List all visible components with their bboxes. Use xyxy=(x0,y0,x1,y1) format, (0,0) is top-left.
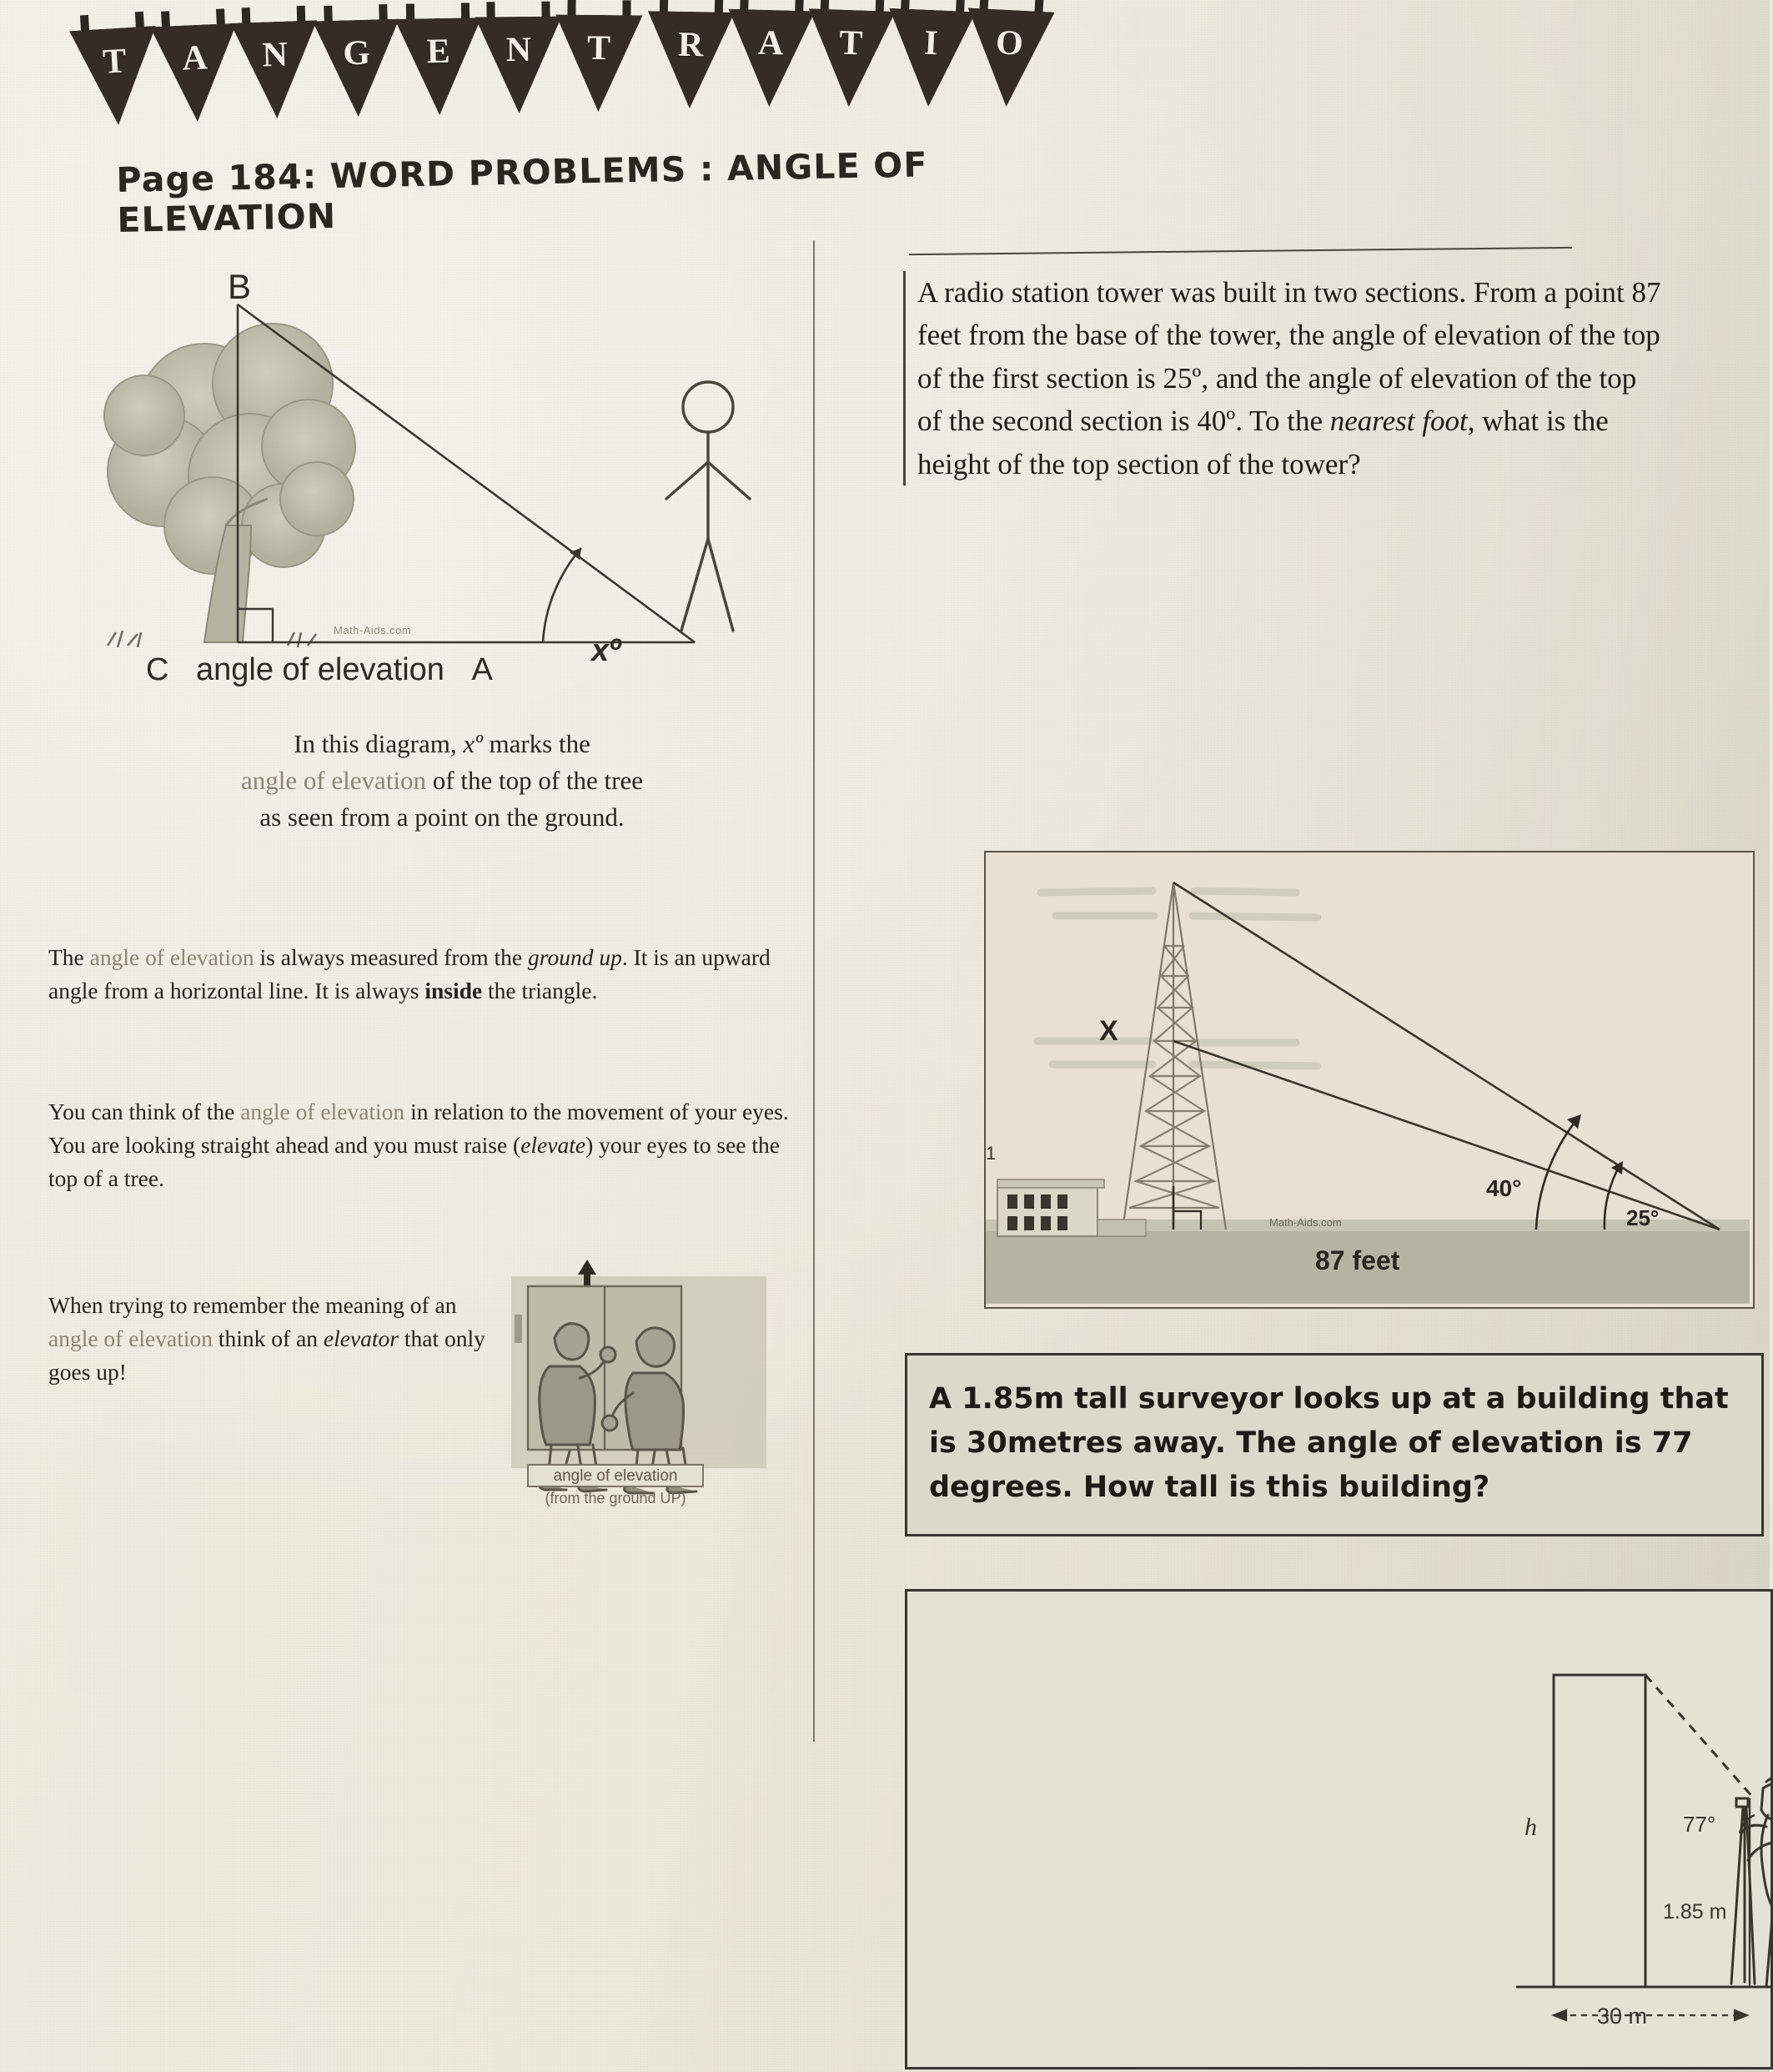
p1-t3: . It is an upward angle from a horizontal line. It is always xyxy=(48,944,771,1003)
pennant-letter: O xyxy=(994,23,1025,63)
pennant-letter: R xyxy=(677,25,704,65)
p2-t2: in relation to the movement of your eyes. You are looking straight ahead and you must raise ( xyxy=(48,1099,789,1158)
pennant-letter: I xyxy=(923,23,939,63)
paragraph-eye-movement xyxy=(48,1095,799,1195)
tree-vertex-a-label: A xyxy=(471,652,493,687)
pennant-t-6 xyxy=(555,0,642,113)
column-divider xyxy=(813,240,815,1742)
tree-vertex-c-label: C xyxy=(146,652,169,687)
pennant-letter: E xyxy=(426,32,451,72)
p3-italic: elevator xyxy=(323,1325,399,1351)
pennant-letter: A xyxy=(181,38,208,78)
pennant-a-1 xyxy=(149,8,241,124)
radio-t2: , what is the height of the top section of the tower? xyxy=(917,405,1609,480)
tree-angle-x-label: xº xyxy=(591,633,621,668)
p1-italic: ground up xyxy=(528,944,622,970)
radio-italic: nearest foot xyxy=(1329,405,1468,438)
pennant-cord-right xyxy=(216,8,225,25)
pennant-cord-right xyxy=(795,0,804,13)
p3-t3: that only goes up! xyxy=(48,1325,485,1385)
pennant-letter: N xyxy=(261,35,289,75)
tower-base-label-87-feet: 87 feet xyxy=(1315,1245,1400,1275)
pennant-letter: T xyxy=(586,28,611,68)
p3-highlight: angle of elevation xyxy=(48,1325,213,1351)
p1-t2: is always measured from the xyxy=(254,944,529,970)
caption-line2-rest: of the top of the tree xyxy=(426,766,644,796)
tree-angle-of-elevation-diagram xyxy=(79,267,796,687)
p1-bold: inside xyxy=(424,977,483,1003)
caption-highlight-phrase: angle of elevation xyxy=(240,766,427,796)
paragraph-elevator-mnemonic xyxy=(48,1289,490,1389)
pennant-a-8 xyxy=(726,0,815,108)
elevator-caption-boxed: angle of elevation xyxy=(553,1467,678,1485)
pennant-cord-right xyxy=(876,0,885,13)
building-angle-77-label: 77° xyxy=(1683,1812,1716,1837)
tree-caption-block xyxy=(75,726,809,836)
pennant-cord-right xyxy=(541,2,550,18)
pennant-cord-right xyxy=(461,3,470,19)
pennant-cord-right xyxy=(622,0,630,17)
tower-angle-25-label: 25° xyxy=(1626,1205,1660,1230)
radio-tower-problem-text xyxy=(903,271,1668,485)
elevator-caption-sub: (from the ground UP) xyxy=(545,1490,686,1506)
building-distance-label: 30 m xyxy=(1596,2004,1648,2029)
pennant-t-0 xyxy=(68,11,162,128)
pennant-letter: T xyxy=(838,23,864,63)
tree-vertex-b-label: B xyxy=(228,267,252,306)
caption-x-symbol: xº xyxy=(463,729,483,758)
surveyor-building-diagram xyxy=(905,1589,1773,2069)
pennant-letter: G xyxy=(342,33,371,73)
tower-left-margin-mark: 1 xyxy=(986,1143,997,1164)
tree-baseline-caption: angle of elevation xyxy=(196,652,445,687)
pennant-letter: A xyxy=(757,23,785,63)
pennant-r-7 xyxy=(646,0,735,110)
caption-line3: as seen from a point on the ground. xyxy=(259,802,625,832)
p1-t1: The xyxy=(48,944,90,970)
caption-line1-b: marks the xyxy=(482,729,590,758)
pennant-cord-right xyxy=(297,6,306,23)
pennant-letter: T xyxy=(102,42,128,82)
building-eye-height-label: 1.85 m xyxy=(1663,1900,1727,1924)
p2-t1: You can think of the xyxy=(48,1099,241,1124)
elevator-illustration xyxy=(511,1261,766,1511)
p3-t2: think of an xyxy=(213,1325,324,1351)
pennant-cord-right xyxy=(715,0,723,14)
pennant-g-3 xyxy=(312,4,401,119)
pennant-n-2 xyxy=(230,5,321,121)
radio-t1: A radio station tower was built in two sections. From a point 87 feet from the base of the tower, the angle of elevation of the top of the first section is 25º, and the angle of elevation of the top of the second section is 40º. To the xyxy=(917,276,1661,438)
pennant-t-9 xyxy=(806,0,897,109)
stick-figure-person xyxy=(653,375,770,651)
p2-italic: elevate xyxy=(520,1131,586,1158)
paragraph-measured-from-ground-up xyxy=(48,941,799,1008)
pennant-banner xyxy=(72,0,1064,128)
svg-text:.: . xyxy=(10,857,11,858)
pennant-e-4 xyxy=(394,3,483,117)
title-underline xyxy=(909,247,1572,255)
tower-angle-40-label: 40° xyxy=(1486,1175,1522,1201)
figure-watermark: Math-Aids.com xyxy=(334,624,412,636)
p3-t1: When trying to remember the meaning of an xyxy=(48,1292,457,1318)
tower-figure-watermark: Math-Aids.com xyxy=(1269,1216,1342,1229)
page-title: Page 184: WORD PROBLEMS : ANGLE OF ELEVATION xyxy=(116,144,928,240)
p1-highlight: angle of elevation xyxy=(89,944,254,970)
p1-t4: the triangle. xyxy=(482,977,598,1003)
building-height-label-h: h xyxy=(1524,1813,1537,1841)
pennant-cord-right xyxy=(379,4,388,21)
pennant-o-11 xyxy=(963,0,1056,110)
surveyor-problem-text: A 1.85m tall surveyor looks up at a building that is 30metres away. The angle of elevation is 77 degrees. How tall is this building? xyxy=(905,1353,1764,1536)
caption-line1-a: In this diagram, xyxy=(294,729,464,758)
pennant-letter: N xyxy=(505,30,532,70)
pennant-n-5 xyxy=(475,2,562,115)
tower-height-label-x: X xyxy=(1099,1015,1118,1047)
p2-highlight: angle of elevation xyxy=(240,1099,405,1124)
p2-t3: ) your eyes to see the top of a tree. xyxy=(48,1131,780,1191)
pennant-cord-right xyxy=(135,12,144,29)
